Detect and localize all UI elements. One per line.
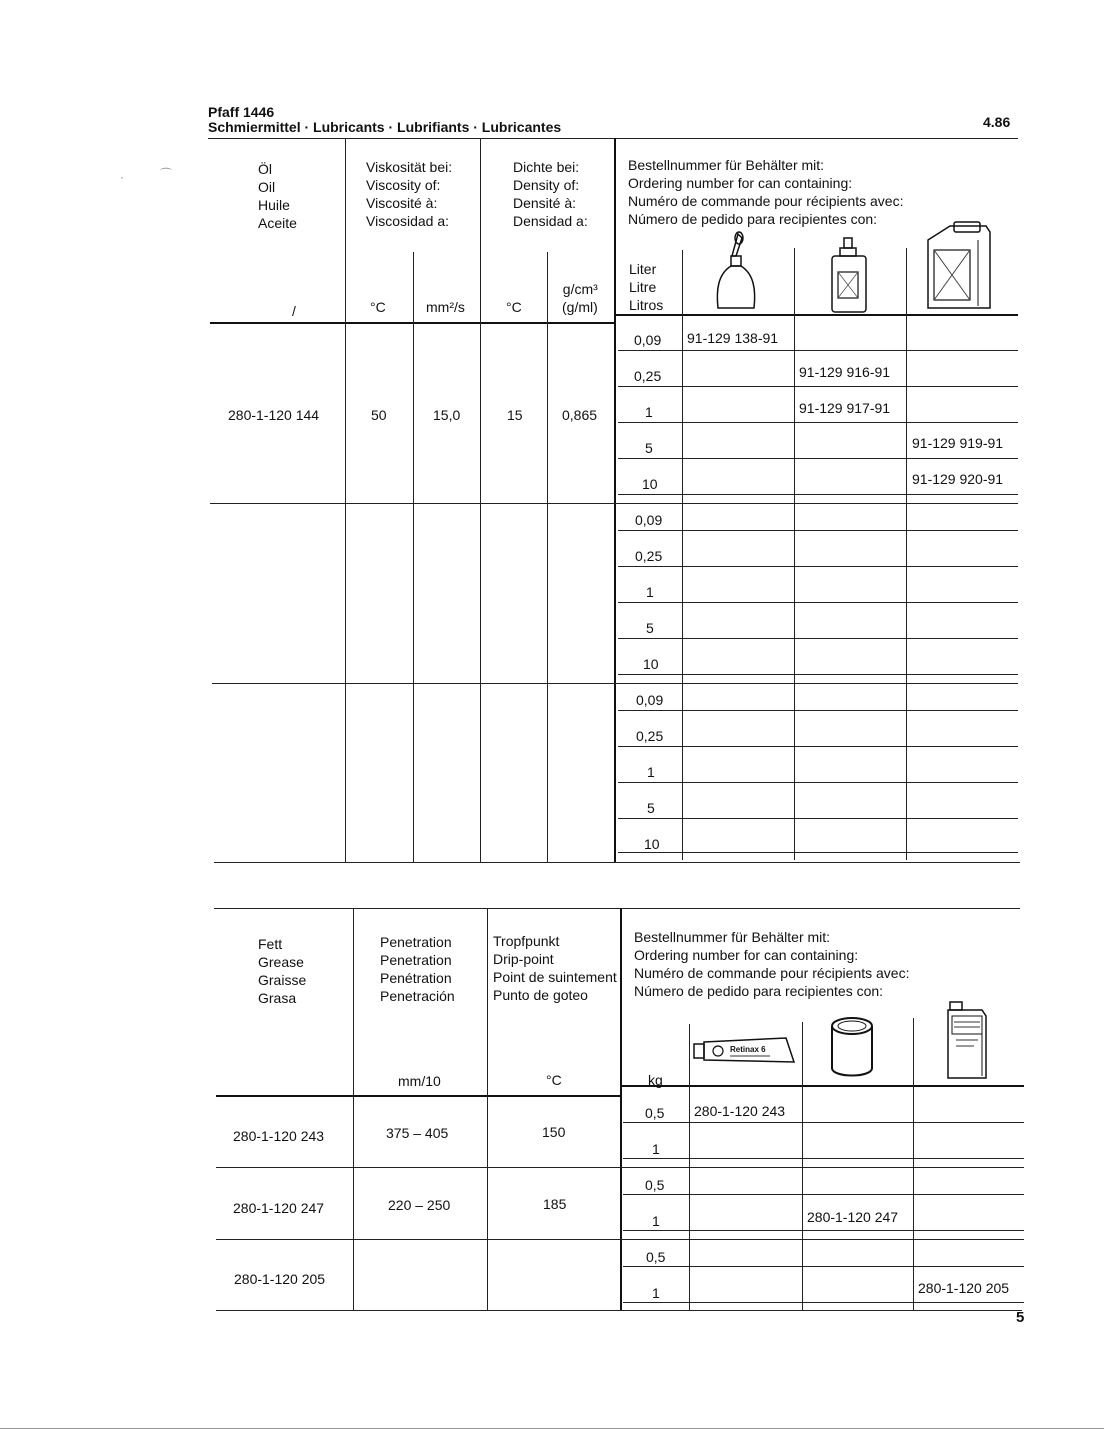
oil-qty: 5 <box>645 440 653 456</box>
oil-row-rule <box>618 674 1018 675</box>
oil-row-rule <box>618 422 1018 423</box>
scan-edge-rule <box>0 1428 1104 1429</box>
grease-order-number: 280-1-120 205 <box>918 1280 1010 1296</box>
grease-qty: 1 <box>652 1285 660 1301</box>
oil-qty: 0,09 <box>636 692 664 708</box>
oil-qty: 0,25 <box>636 728 664 744</box>
grease-table-header-rule-right <box>621 1085 1024 1087</box>
penetration-column-header: Penetration Penetration Penétration Penetración <box>380 934 455 1004</box>
grease-qty: 0,5 <box>646 1249 666 1265</box>
grease-table-bottom-rule <box>216 1310 1022 1311</box>
model-title: Pfaff 1446 <box>208 104 275 120</box>
order-number-column-header: Bestellnummer für Behälter mit: Ordering number for can containing: Numéro de commande pour récipients avec: Número de pedido para recipientes con: <box>628 157 904 227</box>
oil-table-bottom-rule <box>214 862 1020 863</box>
oil-col-divider <box>345 138 346 862</box>
oil-row-rule <box>618 782 1018 783</box>
grease-row-rule <box>623 1158 1024 1159</box>
unit-drip: °C <box>546 1072 562 1088</box>
tick-mark: / <box>292 303 296 319</box>
grease-qty: 1 <box>652 1213 660 1229</box>
grease-order-number: 280-1-120 247 <box>807 1209 899 1225</box>
oiler-bottle-icon <box>712 230 762 314</box>
grease-tube-icon <box>690 1034 798 1068</box>
oil-density-temp: 15 <box>507 407 523 423</box>
oil-row-rule <box>618 852 1018 853</box>
grease-col-divider <box>620 908 622 1310</box>
grease-tin-icon <box>826 1014 878 1080</box>
oil-qty: 1 <box>646 584 654 600</box>
grease-row-rule <box>623 1194 1024 1195</box>
grease-product-name: 280-1-120 247 <box>233 1200 325 1216</box>
oil-order-number: 91-129 917-91 <box>799 400 891 416</box>
grease-row-rule <box>623 1302 1024 1303</box>
oil-row-rule <box>618 494 1018 495</box>
oil-row-rule <box>618 530 1018 531</box>
grease-table-top-rule <box>214 908 1020 909</box>
grease-group-rule <box>216 1239 1024 1240</box>
grease-group-rule <box>216 1167 1024 1168</box>
oil-table-header-rule-right <box>615 314 1018 316</box>
grease-row-rule <box>623 1266 1024 1267</box>
oil-order-number: 91-129 919-91 <box>912 435 1004 451</box>
oil-row-rule <box>618 818 1018 819</box>
grease-table-header-rule-left <box>216 1095 621 1097</box>
grease-row-rule <box>623 1122 1024 1123</box>
grease-qty: 0,5 <box>645 1105 665 1121</box>
oil-container-divider <box>906 248 907 860</box>
oil-column-header: Öl Oil Huile Aceite <box>258 161 297 231</box>
grease-drip-point: 150 <box>542 1124 566 1140</box>
oil-qty: 5 <box>646 620 654 636</box>
unit-volume: Liter Litre Litros <box>629 261 664 313</box>
oil-qty: 10 <box>643 656 659 672</box>
oil-qty: 1 <box>647 764 655 780</box>
density-column-header: Dichte bei: Density of: Densité à: Densidad a: <box>513 159 588 229</box>
oil-row-rule <box>618 566 1018 567</box>
drip-point-column-header: Tropfpunkt Drip-point Point de suintement Punto de goteo <box>493 933 617 1003</box>
grease-qty: 0,5 <box>645 1177 665 1193</box>
unit-penetration: mm/10 <box>398 1073 441 1089</box>
oil-container-divider <box>794 248 795 860</box>
oil-col-divider <box>614 138 616 862</box>
grease-can-icon <box>942 1000 992 1082</box>
grease-row-rule <box>623 1230 1024 1231</box>
oil-group-rule <box>212 683 1018 684</box>
jerry-can-icon <box>920 220 998 312</box>
oil-qty: 0,09 <box>634 332 662 348</box>
oil-qty: 0,25 <box>634 368 662 384</box>
grease-qty: 1 <box>652 1141 660 1157</box>
oil-qty: 10 <box>642 476 658 492</box>
oil-order-number: 91-129 920-91 <box>912 471 1004 487</box>
oil-table-top-rule <box>208 138 1018 139</box>
scan-artifact: · <box>120 170 124 184</box>
oil-density: 0,865 <box>562 407 598 423</box>
oil-row-rule <box>618 386 1018 387</box>
oil-qty: 0,25 <box>635 548 663 564</box>
viscosity-column-header: Viskosität bei: Viscosity of: Viscosité à: Viscosidad a: <box>366 159 453 229</box>
oil-order-number: 91-129 916-91 <box>799 364 891 380</box>
unit-weight: kg <box>648 1072 663 1088</box>
grease-column-header: Fett Grease Graisse Grasa <box>258 936 307 1006</box>
grease-col-divider <box>487 908 488 1310</box>
grease-col-divider <box>353 908 354 1310</box>
oil-can-icon <box>826 236 872 316</box>
grease-drip-point: 185 <box>543 1196 567 1212</box>
oil-row-rule <box>618 350 1018 351</box>
scan-artifact: ⌒ <box>160 167 173 181</box>
unit-viscosity: mm²/s <box>426 299 465 315</box>
unit-visc-temp: °C <box>370 299 386 315</box>
oil-row-rule <box>618 710 1018 711</box>
grease-product-name: 280-1-120 205 <box>234 1271 326 1287</box>
oil-row-rule <box>618 458 1018 459</box>
grease-order-number: 280-1-120 243 <box>694 1103 786 1119</box>
oil-qty: 5 <box>647 800 655 816</box>
grease-order-number-column-header: Bestellnummer für Behälter mit: Ordering number for can containing: Numéro de commande pour récipients avec: Número de pedido para recipientes con: <box>634 929 910 999</box>
page-subtitle: Schmiermittel · Lubricants · Lubrifiants · Lubricantes <box>208 119 562 135</box>
oil-row-rule <box>618 746 1018 747</box>
oil-visc-temp: 50 <box>371 407 387 423</box>
oil-product-name: 280-1-120 144 <box>228 407 320 423</box>
oil-qty: 0,09 <box>635 512 663 528</box>
grease-penetration: 220 – 250 <box>388 1197 451 1213</box>
unit-density-temp: °C <box>506 299 522 315</box>
page-number: 5 <box>1016 1309 1025 1326</box>
oil-group-rule <box>210 503 1018 504</box>
oil-viscosity: 15,0 <box>433 407 461 423</box>
oil-subcol-divider <box>547 252 548 862</box>
oil-row-rule <box>618 638 1018 639</box>
oil-col-divider <box>480 138 481 862</box>
oil-row-rule <box>618 602 1018 603</box>
oil-qty: 10 <box>644 836 660 852</box>
document-date: 4.86 <box>983 114 1011 130</box>
grease-penetration: 375 – 405 <box>386 1125 449 1141</box>
oil-subcol-divider <box>413 252 414 862</box>
unit-density: g/cm³ (g/ml) <box>562 281 598 315</box>
oil-order-number: 91-129 138-91 <box>687 330 779 346</box>
svg-text:Retinax 6: Retinax 6 <box>730 1045 766 1054</box>
grease-product-name: 280-1-120 243 <box>233 1128 325 1144</box>
oil-container-divider <box>682 250 683 860</box>
oil-qty: 1 <box>645 404 653 420</box>
